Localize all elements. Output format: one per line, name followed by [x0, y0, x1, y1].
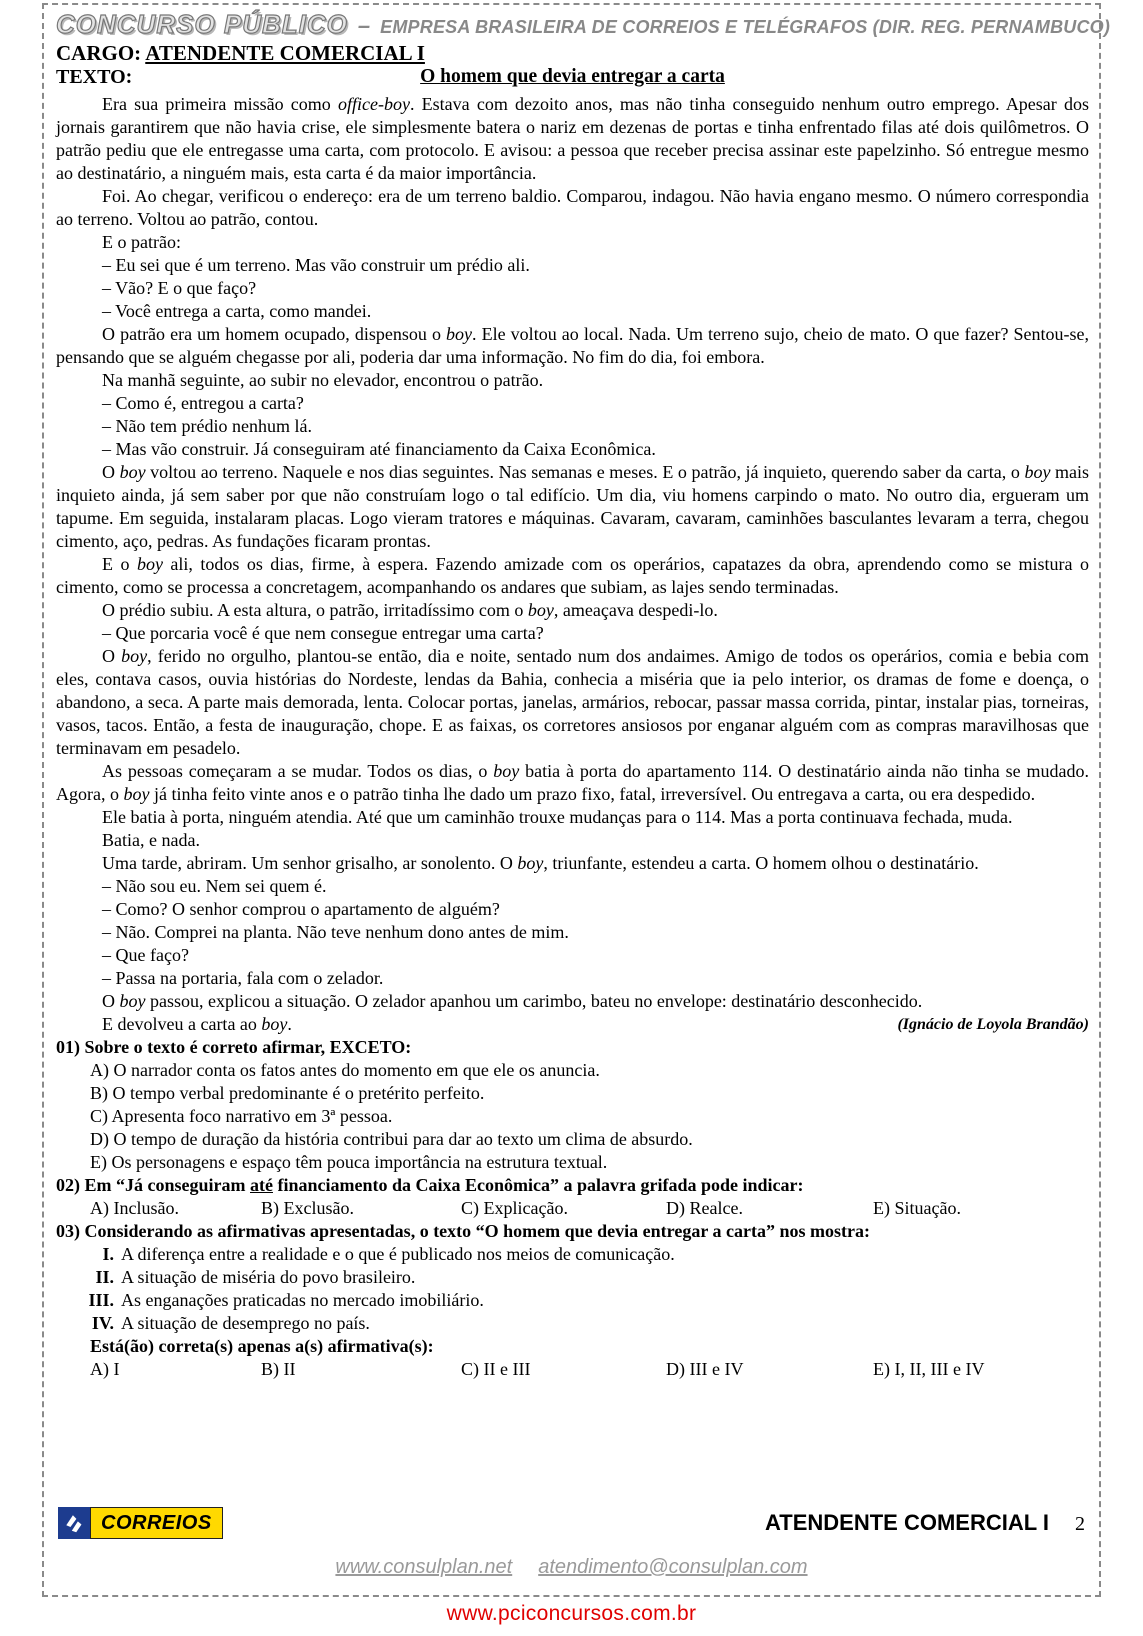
consulplan-site-link[interactable]: www.consulplan.net [335, 1556, 513, 1578]
consulplan-email-link[interactable]: atendimento@consulplan.com [538, 1556, 808, 1578]
header-organization: EMPRESA BRASILEIRA DE CORREIOS E TELÉGRAFOS (DIR. REG. PERNAMBUCO) [380, 17, 1111, 37]
text-title: O homem que devia entregar a carta [420, 66, 725, 87]
page-number: 2 [1075, 1513, 1085, 1535]
header-separator: – [357, 13, 371, 38]
answer-option: D) III e IV [666, 1359, 744, 1379]
texto-label: TEXTO: [56, 66, 133, 88]
text-paragraph: Na manhã seguinte, ao subir no elevador, encontrou o patrão. [102, 370, 544, 390]
consulplan-line [44, 1556, 1099, 1579]
dialogue-line: – Não sou eu. Nem sei quem é. [102, 876, 327, 896]
statement-item [56, 1266, 1089, 1289]
answer-option: C) Apresenta foco narrativo em 3ª pessoa. [90, 1106, 393, 1126]
correios-wordmark [90, 1507, 223, 1539]
footer [58, 1507, 1085, 1539]
dialogue-line: – Eu sei que é um terreno. Mas vão construir um prédio ali. [102, 255, 530, 275]
answer-options [56, 1358, 1089, 1381]
statement-text: As enganações praticadas no mercado imobiliário. [121, 1290, 484, 1310]
dialogue-line: – Você entrega a carta, como mandei. [102, 301, 372, 321]
dialogue-line: – Não tem prédio nenhum lá. [102, 416, 312, 436]
text-body [56, 93, 1089, 1036]
text-paragraph: Batia, e nada. [102, 830, 200, 850]
question-stem: 03) Considerando as afirmativas apresentadas, o texto “O homem que devia entregar a carta” nos mostra: [56, 1221, 870, 1241]
text-paragraph: O boy passou, explicou a situação. O zelador apanhou um carimbo, bateu no envelope: destinatário desconhecido. [102, 991, 923, 1011]
questions [56, 1036, 1089, 1381]
texto-line [56, 66, 1089, 93]
answer-option: A) O narrador conta os fatos antes do momento em que ele os anuncia. [90, 1060, 600, 1080]
question-number: 01) [56, 1037, 85, 1057]
cargo-label: CARGO: [56, 41, 142, 65]
exam-page [42, 3, 1111, 1597]
dialogue-line: – Como? O senhor comprou o apartamento de alguém? [102, 899, 500, 919]
statement-numeral: III. [88, 1290, 114, 1310]
question-substem: Está(ão) correta(s) apenas a(s) afirmativa(s): [90, 1336, 434, 1356]
question-stem: 02) Em “Já conseguiram até financiamento da Caixa Econômica” a palavra grifada pode indicar: [56, 1175, 804, 1195]
answer-option: D) O tempo de duração da história contribui para dar ao texto um clima de absurdo. [90, 1129, 693, 1149]
answer-option: D) Realce. [666, 1198, 743, 1218]
footer-right [765, 1510, 1085, 1536]
statement-item [56, 1243, 1089, 1266]
statement-text: A situação de miséria do povo brasileiro. [121, 1267, 416, 1287]
concurso-publico-logo-text: CONCURSO PÚBLICO [56, 9, 348, 39]
text-paragraph: Foi. Ao chegar, verificou o endereço: era de um terreno baldio. Comparou, indagou. Não havia engano mesmo. O número correspondia ao terreno. Voltou ao patrão, contou. [56, 186, 1089, 229]
correios-logo [58, 1507, 223, 1539]
answer-option: E) Os personagens e espaço têm pouca importância na estrutura textual. [90, 1152, 608, 1172]
correios-logo-text: CORREIOS [101, 1511, 212, 1534]
question [56, 1220, 1089, 1381]
dialogue-line: – Que porcaria você é que nem consegue entregar uma carta? [102, 623, 544, 643]
question-stem: 01) Sobre o texto é correto afirmar, EXCETO: [56, 1037, 412, 1057]
pciconcursos-link[interactable]: www.pciconcursos.com.br [446, 1602, 697, 1625]
answer-option: E) Situação. [873, 1198, 961, 1218]
cargo-line [56, 41, 1089, 66]
text-paragraph: As pessoas começaram a se mudar. Todos os dias, o boy batia à porta do apartamento 114. O destinatário ainda não tinha se mudado. Agora, o boy já tinha feito vinte anos e o patrão tinha lhe dado um prazo fixo, fatal, irreversível. Ou entregava a carta, ou era despedido. [56, 761, 1089, 804]
statement-text: A diferença entre a realidade e o que é publicado nos meios de comunicação. [121, 1244, 675, 1264]
statement-numeral: IV. [91, 1313, 114, 1333]
answer-options [56, 1197, 1089, 1220]
text-paragraph: O boy, ferido no orgulho, plantou-se então, dia e noite, sentado num dos andaimes. Amigo de todos os operários, comia e bebia com eles, contava casos, ouvia histórias do Nordeste, lendas da Bahia, conhecia a miséria que ia pelo interior, os dramas de fome e doença, o abandono, a seca. A parte mais demorada, lenta. Colocar portas, janelas, armários, rebocar, passar massa corrida, pintar, instalar pias, torneiras, vasos, tacos. Então, a festa de inauguração, chope. E as faixas, os corretores ansiosos por enganar alguém com as compras maravilhosas que terminavam em pesadelo. [56, 646, 1090, 758]
answer-option: B) O tempo verbal predominante é o pretérito perfeito. [90, 1083, 485, 1103]
answer-option: C) Explicação. [461, 1198, 568, 1218]
question [56, 1036, 1089, 1174]
text-paragraph: O prédio subiu. A esta altura, o patrão, irritadíssimo com o boy, ameaçava despedi-lo. [102, 600, 718, 620]
answer-option: A) I [90, 1359, 120, 1379]
statement-text: A situação de desemprego no país. [121, 1313, 370, 1333]
dialogue-line: – Que faço? [102, 945, 189, 965]
footer-cargo-title: ATENDENTE COMERCIAL I [765, 1510, 1049, 1535]
cargo-value: ATENDENTE COMERCIAL I [145, 41, 425, 65]
answer-option: B) II [261, 1359, 296, 1379]
dialogue-line: – Mas vão construir. Já conseguiram até financiamento da Caixa Econômica. [102, 439, 656, 459]
text-paragraph: E o boy ali, todos os dias, firme, à espera. Fazendo amizade com os operários, capatazes da obra, aprendendo como se mistura o cimento, como se processa a concretagem, acompanhando os andares que subiam, as lajes sendo terminadas. [56, 554, 1089, 597]
answer-option: A) Inclusão. [90, 1198, 179, 1218]
text-paragraph: O boy voltou ao terreno. Naquele e nos dias seguintes. Nas semanas e meses. E o patrão, já inquieto, querendo saber da carta, o boy mais inquieto ainda, já sem saber por que não construíam logo o tal edifício. Um dia, viu homens carpindo o mato. No outro dia, ergueram um tapume. Em seguida, instalaram placas. Logo vieram tratores e máquinas. Cavaram, cavaram, caminhões basculantes levaram a terra, chegou cimento, aço, pedras. As fundações ficaram prontas. [56, 462, 1090, 551]
question [56, 1174, 1089, 1220]
correios-symbol-icon [58, 1507, 90, 1539]
text-paragraph: O patrão era um homem ocupado, dispensou o boy. Ele voltou ao local. Nada. Um terreno sujo, cheio de mato. O que fazer? Sentou-se, pensando que se alguém chegasse por ali, poderia dar uma informação. No fim do dia, foi embora. [56, 324, 1089, 367]
text-paragraph: Uma tarde, abriram. Um senhor grisalho, ar sonolento. O boy, triunfante, estendeu a carta. O homem olhou o destinatário. [102, 853, 979, 873]
text-paragraph: (Ignácio de Loyola Brandão) E devolveu a carta ao boy. [102, 1014, 1089, 1034]
dialogue-line: – Passa na portaria, fala com o zelador. [102, 968, 384, 988]
text-paragraph: E o patrão: [102, 232, 181, 252]
page-header [56, 9, 1111, 40]
text-author: (Ignácio de Loyola Brandão) [897, 1016, 1089, 1033]
text-paragraph: Ele batia à porta, ninguém atendia. Até que um caminhão trouxe mudanças para o 114. Mas a porta continuava fechada, muda. [102, 807, 1013, 827]
dialogue-line: – Vão? E o que faço? [102, 278, 257, 298]
question-number: 03) [56, 1221, 85, 1241]
statement-item [56, 1312, 1089, 1335]
answer-option: E) I, II, III e IV [873, 1359, 985, 1379]
statement-numeral: I. [102, 1244, 114, 1264]
dialogue-line: – Como é, entregou a carta? [102, 393, 304, 413]
dialogue-line: – Não. Comprei na planta. Não teve nenhum dono antes de mim. [102, 922, 569, 942]
question-number: 02) [56, 1175, 85, 1195]
answer-option: C) II e III [461, 1359, 531, 1379]
statement-item [56, 1289, 1089, 1312]
statement-numeral: II. [95, 1267, 114, 1287]
answer-option: B) Exclusão. [261, 1198, 354, 1218]
text-paragraph: Era sua primeira missão como office-boy. Estava com dezoito anos, mas não tinha conseguido nenhum outro emprego. Apesar dos jornais garantirem que não havia crise, ele simplesmente batera o nariz em dezenas de portas e tinha enfrentado filas até dois quilômetros. O patrão pediu que ele entregasse uma carta, com protocolo. E avisou: a pessoa que receber precisa assinar este papelzinho. Só entregue mesmo ao destinatário, a ninguém mais, esta carta é da maior importância. [56, 94, 1090, 183]
answer-options [56, 1059, 1089, 1174]
